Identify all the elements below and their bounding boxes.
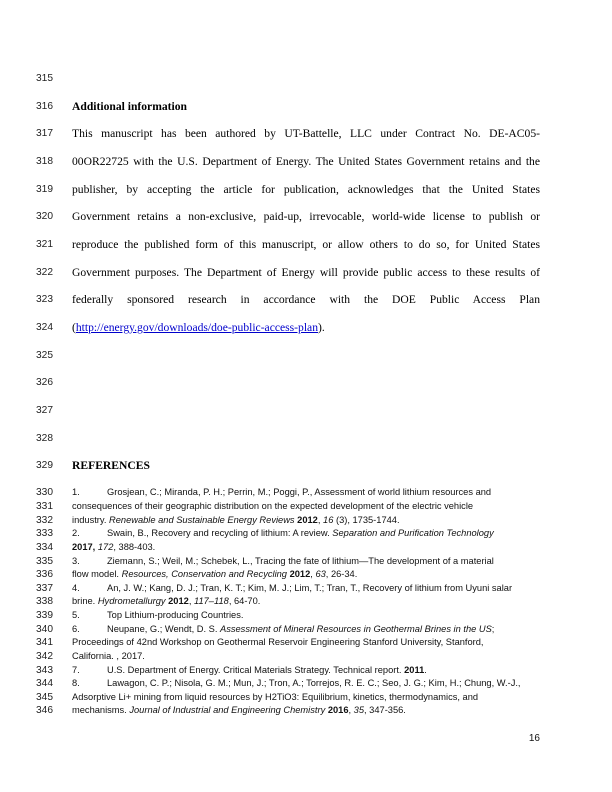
reference-line [72,665,542,675]
reference-text: U.S. Department of Energy. Critical Materials Strategy. Technical report. [107,665,405,675]
reference-line: mechanisms. Journal of Industrial and Engineering Chemistry 2016, 35, 347-356. [72,705,406,715]
reference-number: 4. [72,583,80,593]
line-number: 333 [36,528,53,539]
line-number: 338 [36,596,53,607]
reference-number: 6. [72,624,80,634]
link-paren-open: ( [72,321,76,334]
reference-text: Lawagon, C. P.; Nisola, G. M.; Mun, J.; Tron, A.; Torrejos, R. E. C.; Seo, J. G.; Kim, H.; Chung, W.-J., [107,678,521,688]
reference-line [72,556,542,566]
line-number: 317 [36,128,53,139]
reference-text: industry. [72,515,110,525]
line-number: 315 [36,73,53,84]
reference-line [72,542,542,552]
line-number: 328 [36,433,53,444]
reference-text: , 388-403. [113,542,156,552]
reference-number: 5. [72,610,80,620]
reference-text: flow model. [72,569,122,579]
reference-text: An, J. W.; Kang, D. J.; Tran, K. T.; Kim, M. J.; Lim, T.; Tran, T., Recovery of lithium from Uyuni salar [107,583,513,593]
reference-line [72,528,542,538]
line-number: 339 [36,610,53,621]
body-text-line [72,321,540,334]
reference-text: , 26-34. [325,569,358,579]
reference-year: 2017, [72,542,96,552]
line-number: 321 [36,239,53,250]
reference-line [72,487,542,497]
reference-text: Swain, B., Recovery and recycling of lithium: A review. [107,528,333,538]
reference-text: (3), 1735-1744. [335,515,400,525]
doe-public-access-plan-link[interactable]: http://energy.gov/downloads/doe-public-access-plan [75,321,318,334]
reference-line: flow model. Resources, Conservation and Recycling 2012, 63, 26-34. [72,569,358,579]
reference-line: Adsorptive Li+ mining from liquid resources by H2TiO3: Equilibrium, kinetics, thermodynamics, and [72,692,479,702]
line-number: 346 [36,705,53,716]
journal-name: Hydrometallurgy [97,596,166,606]
line-number: 320 [36,211,53,222]
journal-name: Renewable and Sustainable Energy Reviews [109,515,295,525]
line-number: 335 [36,556,53,567]
reference-text: , 347-356. [364,705,406,715]
journal-name: Separation and Purification Technology [332,528,494,538]
reference-volume: 63 [315,569,326,579]
line-number: 344 [36,678,53,689]
reference-year: 2012 [168,596,189,606]
reference-volume: 172 [97,542,114,552]
reference-line: consequences of their geographic distribution on the expected development of the electric vehicle [72,501,474,511]
reference-number: 8. [72,678,80,688]
line-number: 319 [36,184,53,195]
line-number: 337 [36,583,53,594]
reference-text: mechanisms. [72,705,130,715]
line-number: 330 [36,487,53,498]
reference-line [72,610,542,620]
reference-year: 2011 [404,665,425,675]
reference-text: . [424,665,427,675]
reference-line: California. , 2017. [72,651,145,661]
line-number: 325 [36,350,53,361]
journal-name: Resources, Conservation and Recycling [121,569,287,579]
reference-year: 2012 [289,569,311,579]
line-number: 345 [36,692,53,703]
reference-line [72,678,542,688]
line-number: 324 [36,322,53,333]
report-title: Assessment of Mineral Resources in Geothermal Brines in the US [220,624,492,634]
reference-number: 3. [72,556,80,566]
page-number: 16 [528,733,540,744]
line-number: 323 [36,294,53,305]
reference-line: Proceedings of 42nd Workshop on Geothermal Reservoir Engineering Stanford University, Stanford, [72,637,484,647]
line-number: 316 [36,101,53,112]
reference-text: Top Lithium-producing Countries. [107,610,244,620]
reference-text: Grosjean, C.; Miranda, P. H.; Perrin, M.; Poggi, P., Assessment of world lithium resources and [107,487,492,497]
line-number: 318 [36,156,53,167]
reference-volume: 35 [353,705,365,715]
line-number: 340 [36,624,53,635]
line-number: 334 [36,542,53,553]
reference-text: , 64-70. [228,596,261,606]
line-number: 326 [36,377,53,388]
reference-year: 2012 [297,515,318,525]
reference-volume: 117–118 [193,596,229,606]
line-number: 327 [36,405,53,416]
journal-name: Journal of Industrial and Engineering Chemistry [129,705,326,715]
reference-text: ; [491,624,495,634]
references-heading: REFERENCES [72,459,150,472]
line-number: 342 [36,651,53,662]
body-text-line: This manuscript has been authored by UT-Battelle, LLC under Contract No. DE-AC05- [72,127,540,140]
reference-line [72,583,542,593]
line-number: 322 [36,267,53,278]
reference-year: 2016 [327,705,349,715]
body-text-line: 00OR22725 with the U.S. Department of Energy. The United States Government retains and the [72,155,540,168]
body-text-line: Government purposes. The Department of Energy will provide public access to these results of [72,266,540,279]
reference-number: 2. [72,528,80,538]
line-number: 341 [36,637,53,648]
reference-text: brine. [72,596,98,606]
reference-line: brine. Hydrometallurgy 2012, 117–118, 64-70. [72,596,261,606]
reference-number: 7. [72,665,80,675]
line-number: 329 [36,460,53,471]
line-number: 332 [36,515,53,526]
body-text-line: reproduce the published form of this manuscript, or allow others to do so, for United States [72,238,540,251]
link-paren-close: ). [318,321,325,334]
line-number: 343 [36,665,53,676]
reference-line [72,624,542,634]
reference-volume: 16 [323,515,334,525]
body-text-line: Government retains a non-exclusive, paid-up, irrevocable, world-wide license to publish or [72,210,540,223]
body-text-line: federally sponsored research in accordance with the DOE Public Access Plan [72,293,540,306]
line-number: 331 [36,501,53,512]
reference-number: 1. [72,487,80,497]
reference-text: Ziemann, S.; Weil, M.; Schebek, L., Tracing the fate of lithium—The development of a material [107,556,494,566]
body-text-line: publisher, by accepting the article for publication, acknowledges that the United States [72,183,540,196]
reference-text: Neupane, G.; Wendt, D. S. [107,624,220,634]
additional-info-heading: Additional information [72,100,187,113]
line-number: 336 [36,569,53,580]
reference-line: industry. Renewable and Sustainable Energy Reviews 2012, 16 (3), 1735-1744. [72,515,400,525]
